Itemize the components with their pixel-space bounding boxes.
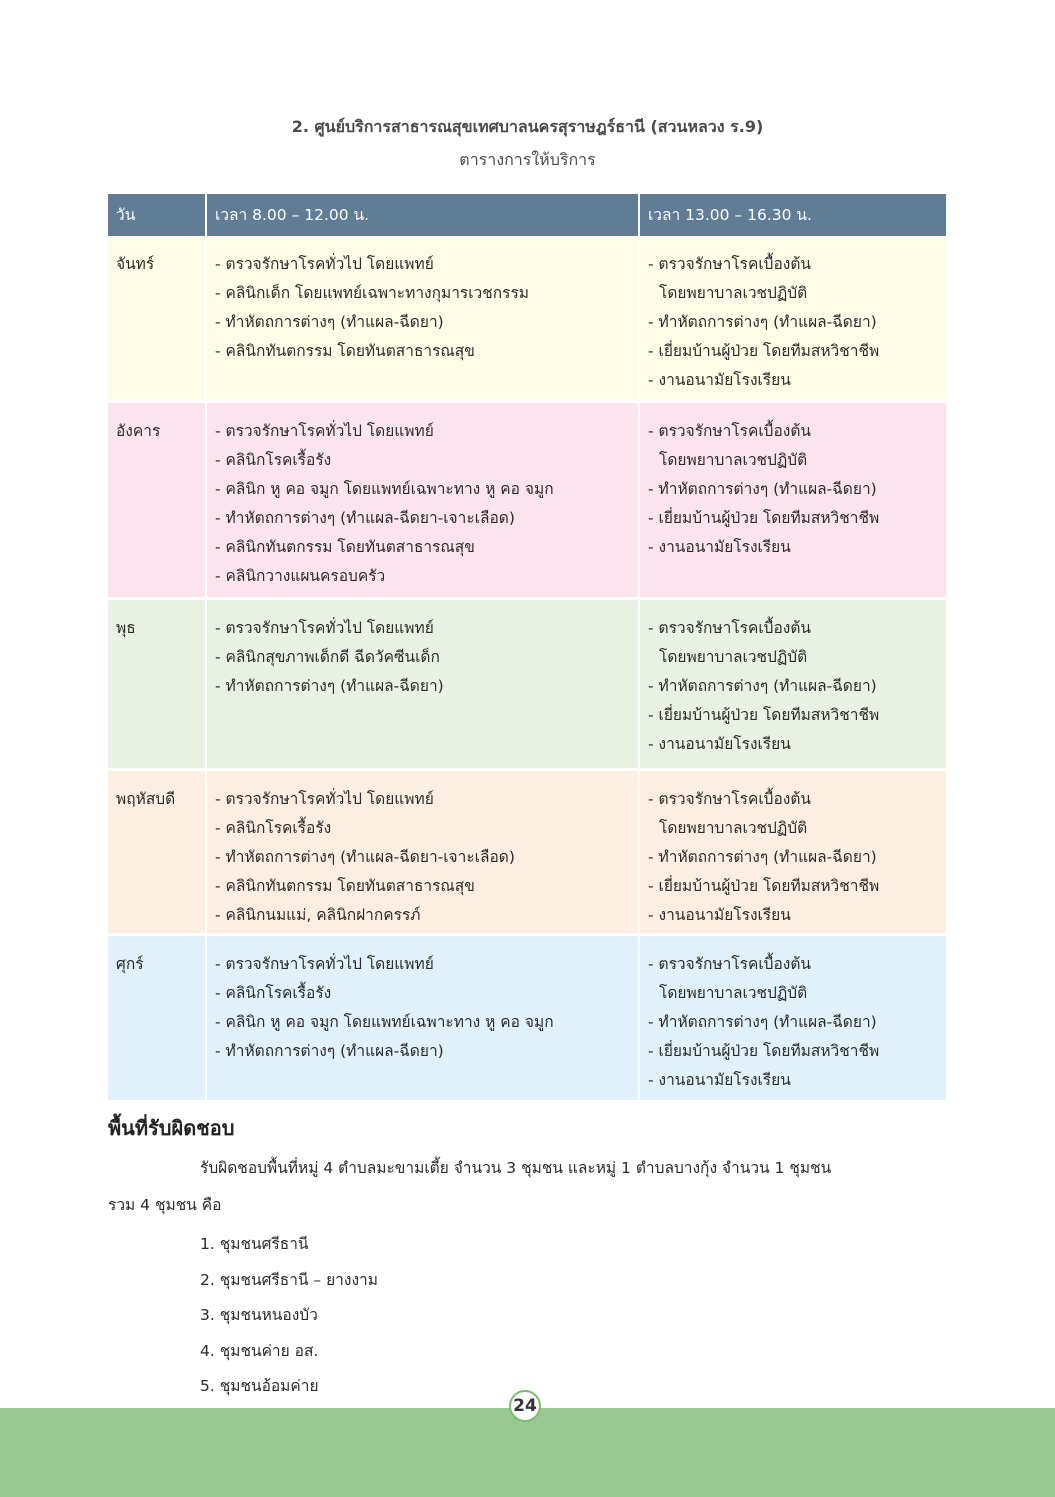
table-header-row bbox=[108, 194, 946, 236]
day-cell: พุธ bbox=[108, 599, 206, 770]
service-item: - เยี่ยมบ้านผู้ป่วย โดยทีมสหวิชาชีพ bbox=[648, 706, 880, 724]
service-schedule-table bbox=[108, 194, 946, 1103]
service-item: - ตรวจรักษาโรคเบื้องต้น bbox=[648, 422, 812, 440]
service-item: - คลินิกเด็ก โดยแพทย์เฉพาะทางกุมารเวชกรรม bbox=[215, 284, 530, 302]
service-item: - งานอนามัยโรงเรียน bbox=[648, 371, 791, 389]
service-item: - ทำหัตถการต่างๆ (ทำแผล-ฉีดยา) bbox=[215, 1042, 444, 1060]
morning-services-cell bbox=[206, 402, 639, 599]
day-cell: ศุกร์ bbox=[108, 935, 206, 1102]
service-item: - ตรวจรักษาโรคทั่วไป โดยแพทย์ bbox=[215, 790, 434, 808]
service-item: โดยพยาบาลเวชปฏิบัติ bbox=[659, 648, 808, 666]
service-item: - งานอนามัยโรงเรียน bbox=[648, 735, 791, 753]
header-morning: เวลา 8.00 – 12.00 น. bbox=[206, 194, 639, 236]
afternoon-services-cell bbox=[639, 599, 946, 770]
table-row-tuesday bbox=[108, 402, 946, 599]
service-item: - งานอนามัยโรงเรียน bbox=[648, 1071, 791, 1089]
service-item: - คลินิกนมแม่, คลินิกฝากครรภ์ bbox=[215, 906, 421, 924]
afternoon-services-cell bbox=[639, 236, 946, 402]
table-row-wednesday bbox=[108, 599, 946, 770]
service-item: - คลินิกสุขภาพเด็กดี ฉีดวัคซีนเด็ก bbox=[215, 648, 440, 666]
service-item: โดยพยาบาลเวชปฏิบัติ bbox=[659, 284, 808, 302]
table-caption: ตารางการให้บริการ bbox=[459, 150, 596, 169]
header-day: วัน bbox=[108, 194, 206, 236]
paragraph-line: รับผิดชอบพื้นที่หมู่ 4 ตำบลมะขามเตี้ย จำนวน 3 ชุมชน และหมู่ 1 ตำบลบางกุ้ง จำนวน 1 ชุมชน bbox=[200, 1159, 832, 1177]
list-item: 2. ชุมชนศรีธานี – ยางงาม bbox=[200, 1270, 378, 1289]
morning-services-cell bbox=[206, 236, 639, 402]
service-item: - ตรวจรักษาโรคทั่วไป โดยแพทย์ bbox=[215, 422, 434, 440]
service-item: - เยี่ยมบ้านผู้ป่วย โดยทีมสหวิชาชีพ bbox=[648, 1042, 880, 1060]
service-item: - เยี่ยมบ้านผู้ป่วย โดยทีมสหวิชาชีพ bbox=[648, 509, 880, 527]
afternoon-services-cell bbox=[639, 402, 946, 599]
service-item: - คลินิกทันตกรรม โดยทันตสาธารณสุข bbox=[215, 538, 475, 556]
service-item: - เยี่ยมบ้านผู้ป่วย โดยทีมสหวิชาชีพ bbox=[648, 877, 880, 895]
service-item: - ทำหัตถการต่างๆ (ทำแผล-ฉีดยา) bbox=[648, 313, 877, 331]
service-item: - คลินิกโรคเรื้อรัง bbox=[215, 984, 332, 1002]
community-list bbox=[200, 1227, 378, 1405]
service-item: - ตรวจรักษาโรคเบื้องต้น bbox=[648, 790, 812, 808]
service-item: - คลินิกทันตกรรม โดยทันตสาธารณสุข bbox=[215, 877, 475, 895]
service-item: - เยี่ยมบ้านผู้ป่วย โดยทีมสหวิชาชีพ bbox=[648, 342, 880, 360]
section-heading: พื้นที่รับผิดชอบ bbox=[108, 1116, 235, 1140]
service-item: - ตรวจรักษาโรคทั่วไป โดยแพทย์ bbox=[215, 955, 434, 973]
morning-services-cell bbox=[206, 935, 639, 1102]
service-item: - งานอนามัยโรงเรียน bbox=[648, 906, 791, 924]
afternoon-services-cell bbox=[639, 770, 946, 935]
service-item: - ตรวจรักษาโรคเบื้องต้น bbox=[648, 955, 812, 973]
service-item: โดยพยาบาลเวชปฏิบัติ bbox=[659, 451, 808, 469]
service-item: - ตรวจรักษาโรคทั่วไป โดยแพทย์ bbox=[215, 255, 434, 273]
service-item: - คลินิก หู คอ จมูก โดยแพทย์เฉพาะทาง หู คอ จมูก bbox=[215, 1013, 554, 1031]
afternoon-services-cell bbox=[639, 935, 946, 1102]
day-cell: อังคาร bbox=[108, 402, 206, 599]
service-item: - คลินิกทันตกรรม โดยทันตสาธารณสุข bbox=[215, 342, 475, 360]
day-cell: พฤหัสบดี bbox=[108, 770, 206, 935]
table-row-friday bbox=[108, 935, 946, 1102]
page-number: 24 bbox=[509, 1390, 541, 1422]
service-item: - ตรวจรักษาโรคเบื้องต้น bbox=[648, 255, 812, 273]
paragraph-line: รวม 4 ชุมชน คือ bbox=[108, 1196, 222, 1214]
service-item: โดยพยาบาลเวชปฏิบัติ bbox=[659, 819, 808, 837]
service-item: - ทำหัตถการต่างๆ (ทำแผล-ฉีดยา) bbox=[648, 1013, 877, 1031]
service-item: - ทำหัตถการต่างๆ (ทำแผล-ฉีดยา) bbox=[648, 848, 877, 866]
morning-services-cell bbox=[206, 770, 639, 935]
morning-services-cell bbox=[206, 599, 639, 770]
service-item: - คลินิกโรคเรื้อรัง bbox=[215, 451, 332, 469]
service-item: - ทำหัตถการต่างๆ (ทำแผล-ฉีดยา-เจาะเลือด) bbox=[215, 848, 515, 866]
service-item: - ทำหัตถการต่างๆ (ทำแผล-ฉีดยา) bbox=[648, 480, 877, 498]
service-item: - งานอนามัยโรงเรียน bbox=[648, 538, 791, 556]
table-row-monday bbox=[108, 236, 946, 402]
list-item: 5. ชุมชนอ้อมค่าย bbox=[200, 1377, 319, 1396]
service-item: - คลินิกวางแผนครอบครัว bbox=[215, 567, 386, 585]
service-item: - ทำหัตถการต่างๆ (ทำแผล-ฉีดยา) bbox=[215, 313, 444, 331]
header-afternoon: เวลา 13.00 – 16.30 น. bbox=[639, 194, 946, 236]
list-item: 1. ชุมชนศรีธานี bbox=[200, 1235, 309, 1253]
service-item: - ตรวจรักษาโรคเบื้องต้น bbox=[648, 619, 812, 637]
service-item: โดยพยาบาลเวชปฏิบัติ bbox=[659, 984, 808, 1002]
page-title: 2. ศูนย์บริการสาธารณสุขเทศบาลนครสุราษฎร์ธานี (สวนหลวง ร.9) bbox=[291, 117, 764, 136]
list-item: 3. ชุมชนหนองบัว bbox=[200, 1306, 318, 1325]
service-item: - คลินิก หู คอ จมูก โดยแพทย์เฉพาะทาง หู คอ จมูก bbox=[215, 480, 554, 498]
service-item: - ทำหัตถการต่างๆ (ทำแผล-ฉีดยา) bbox=[215, 677, 444, 695]
service-item: - ตรวจรักษาโรคทั่วไป โดยแพทย์ bbox=[215, 619, 434, 637]
day-cell: จันทร์ bbox=[108, 236, 206, 402]
service-item: - คลินิกโรคเรื้อรัง bbox=[215, 819, 332, 837]
service-item: - ทำหัตถการต่างๆ (ทำแผล-ฉีดยา-เจาะเลือด) bbox=[215, 509, 515, 527]
table-row-thursday bbox=[108, 770, 946, 935]
service-item: - ทำหัตถการต่างๆ (ทำแผล-ฉีดยา) bbox=[648, 677, 877, 695]
list-item: 4. ชุมชนค่าย อส. bbox=[200, 1341, 319, 1360]
